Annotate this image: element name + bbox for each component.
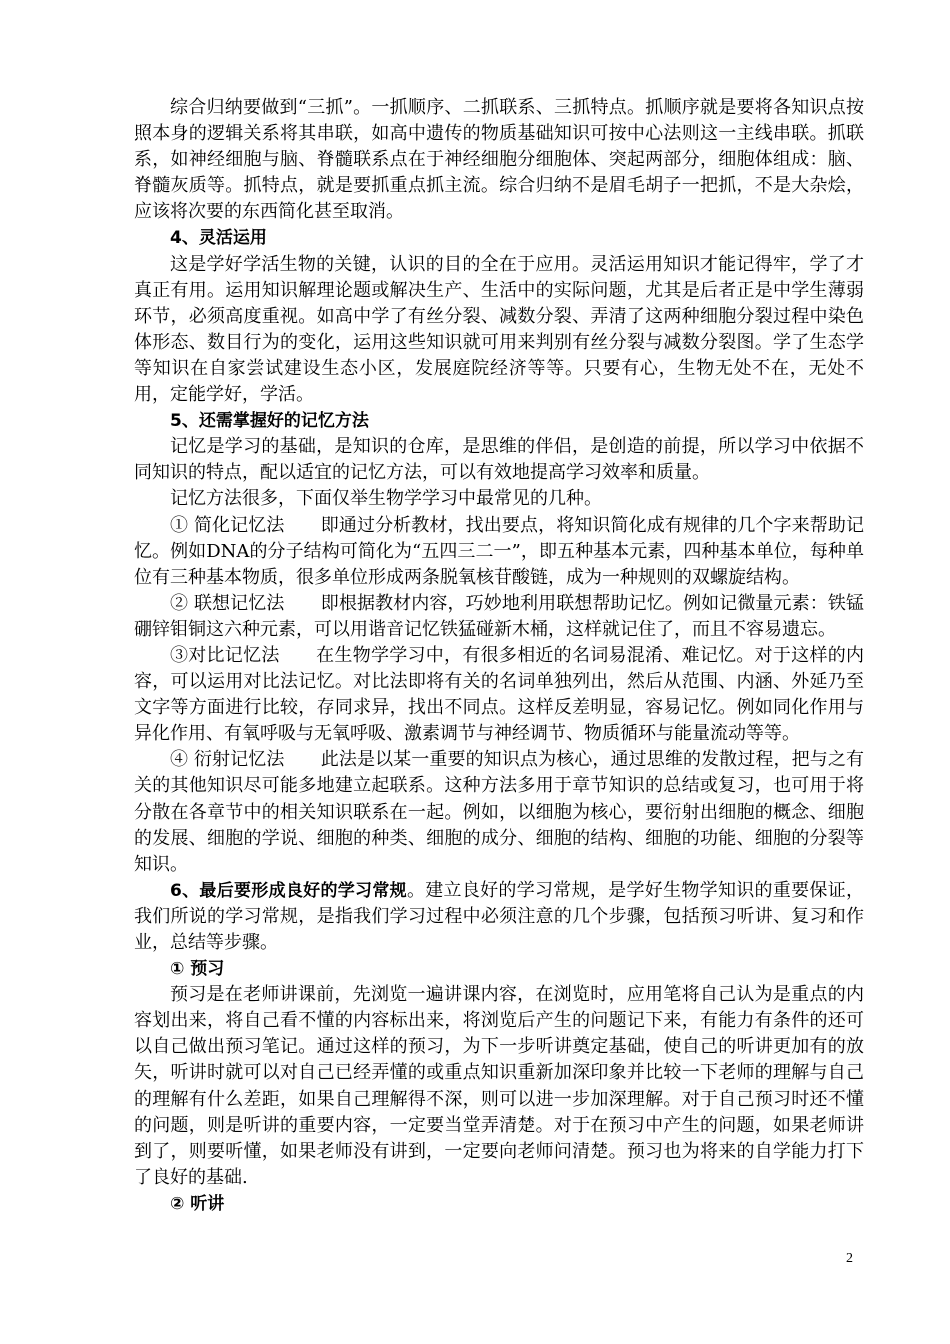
paragraph-memory-intro: 记忆是学习的基础，是知识的仓库，是思维的伴侣，是创造的前提，所以学习中依据不同知识的特点，配以适宜的记忆方法，可以有效地提高学习效率和质量。 (134, 436, 864, 484)
paragraph-study-routine (134, 878, 864, 956)
paragraph-method-simplify: ① 简化记忆法 即通过分析教材，找出要点，将知识简化成有规律的几个字来帮助记忆。例如DNA的分子结构可简化为“五四三二一”，即五种基本元素，四种基本单位，每种单位有三种基本物质，很多单位形成两条脱氧核苷酸链，成为一种规则的双螺旋结构。 (134, 514, 864, 588)
paragraph-preview: 预习是在老师讲课前，先浏览一遍讲课内容，在浏览时，应用笔将自己认为是重点的内容划出来，将自己看不懂的内容标出来，将浏览后产生的问题记下来，有能力有条件的还可以自己做出预习笔记。通过这样的预习，为下一步听讲奠定基础，使自己的听讲更加有的放矢，听讲时就可以对自己已经弄懂的或重点知识重新加深印象并比较一下老师的理解与自己的理解有什么差距，如果自己理解得不深，则可以进一步加深理解。对于自己预习时还不懂的问题，则是听讲的重要内容，一定要当堂弄清楚。对于在预习中产生的问题，如果老师讲到了，则要听懂，如果老师没有讲到，一定要向老师问清楚。预习也为将来的自学能力打下了良好的基础. (134, 984, 864, 1188)
paragraph-memory-many: 记忆方法很多，下面仅举生物学学习中最常见的几种。 (170, 488, 602, 510)
study-routine-text: 。建立良好的学习常规，是学好生物学知识的重要保证，我们所说的学习常规，是指我们学习过程中必须注意的几个步骤，包括预习听讲、复习和作业，总结等步骤。 (134, 879, 865, 953)
paragraph-flexible-use: 这是学好学活生物的关键，认识的目的全在于应用。灵活运用知识才能记得牢，学了才真正有用。运用知识解理论题或解决生产、生活中的实际问题，尤其是后者正是中学生薄弱环节，必须高度重视。如高中学了有丝分裂、减数分裂、弄清了这两种细胞分裂过程中染色体形态、数目行为的变化，运用这些知识就可用来判别有丝分裂与减数分裂图。学了生态学等知识在自家尝试建设生态小区，发展庭院经济等等。只要有心，生物无处不在，无处不用，定能学好，学活。 (134, 253, 864, 406)
heading-listening: ② 听讲 (170, 1193, 225, 1214)
heading-preview: ① 预习 (170, 959, 225, 980)
heading-study-routine: 6、最后要形成良好的学习常规 (170, 880, 407, 901)
paragraph-method-radiation: ④ 衍射记忆法 此法是以某一重要的知识点为核心，通过思维的发散过程，把与之有关的其他知识尽可能多地建立起联系。这种方法多用于章节知识的总结或复习，也可用于将分散在各章节中的相关知识联系在一起。例如，以细胞为核心，要衍射出细胞的概念、细胞的发展、细胞的学说、细胞的种类、细胞的成分、细胞的结构、细胞的功能、细胞的分裂等知识。 (134, 749, 864, 875)
document-body (134, 95, 864, 1217)
page-number: 2 (846, 1251, 853, 1266)
paragraph-method-comparison: ③对比记忆法 在生物学学习中，有很多相近的名词易混淆、难记忆。对于这样的内容，可以运用对比法记忆。对比法即将有关的名词单独列出，然后从范围、内涵、外延乃至文字等方面进行比较，存同求异，找出不同点。这样反差明显，容易记忆。例如同化作用与异化作用、有氧呼吸与无氧呼吸、激素调节与神经调节、物质循环与能量流动等等。 (134, 644, 864, 745)
heading-flexible-use: 4、灵活运用 (170, 228, 267, 249)
paragraph-summary: 综合归纳要做到“三抓”。一抓顺序、二抓联系、三抓特点。抓顺序就是要将各知识点按照本身的逻辑关系将其串联，如高中遗传的物质基础知识可按中心法则这一主线串联。抓联系，如神经细胞与脑、脊髓联系点在于神经细胞分细胞体、突起两部分，细胞体组成：脑、脊髓灰质等。抓特点，就是要抓重点抓主流。综合归纳不是眉毛胡子一把抓，不是大杂烩，应该将次要的东西简化甚至取消。 (134, 97, 864, 223)
heading-memory-methods: 5、还需掌握好的记忆方法 (170, 411, 369, 432)
paragraph-method-association: ② 联想记忆法 即根据教材内容，巧妙地利用联想帮助记忆。例如记微量元素：铁锰硼锌钼铜这六种元素，可以用谐音记忆铁猛碰新木桶，这样就记住了，而且不容易遗忘。 (134, 592, 864, 640)
